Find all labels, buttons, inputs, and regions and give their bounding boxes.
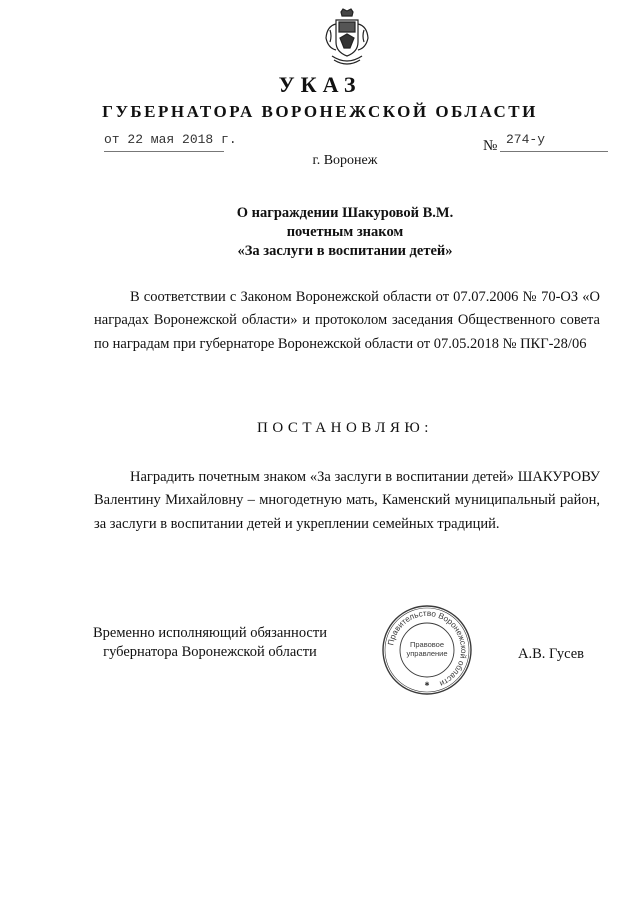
position-line-1: Временно исполняющий обязанности — [93, 625, 327, 641]
document-title: УКАЗ — [278, 72, 362, 97]
document-number: 274-у — [506, 132, 546, 147]
signatory-name: А.В. Гусев — [518, 646, 584, 662]
position-line-2: губернатора Воронежской области — [103, 644, 317, 660]
stamp-center-line-2: управление — [406, 649, 448, 658]
document-subtitle: ГУБЕРНАТОРА ВОРОНЕЖСКОЙ ОБЛАСТИ — [102, 102, 538, 121]
coat-of-arms-emblem — [322, 8, 372, 70]
number-underline — [500, 151, 608, 152]
award-paragraph: Наградить почетным знаком «За заслуги в воспитании детей» ШАКУРОВУ Валентину Михайловну – многодетную мать, Каменский муниципальный район, за заслуги в воспитании детей и укреплении семейных традиций. — [94, 469, 600, 532]
number-label: № — [483, 138, 498, 154]
heading-line-1: О награждении Шакуровой В.М. — [236, 205, 454, 221]
preamble-paragraph: В соответствии с Законом Воронежской области от 07.07.2006 № 70-ОЗ «О наградах Воронежской области» и протоколом заседания Общественного совета по наградам при губернаторе Воронежской области от 07.05.2018 № ПКГ-28/06 — [94, 289, 600, 352]
stamp-ring-text: Правительство Воронежской области — [386, 608, 469, 689]
stamp-center-text — [398, 640, 456, 658]
document-city: г. Воронеж — [312, 153, 378, 168]
svg-text:✱: ✱ — [424, 682, 430, 688]
signatory-position — [90, 624, 330, 662]
stamp-center-line-1: Правовое — [409, 640, 445, 649]
document-heading — [0, 204, 640, 261]
date-underline — [104, 151, 224, 152]
decree-word: ПОСТАНОВЛЯЮ: — [257, 420, 433, 436]
document-date: от 22 мая 2018 г. — [104, 132, 237, 147]
heading-line-2: почетным знаком — [286, 224, 404, 240]
heading-line-3: «За заслуги в воспитании детей» — [237, 243, 453, 259]
